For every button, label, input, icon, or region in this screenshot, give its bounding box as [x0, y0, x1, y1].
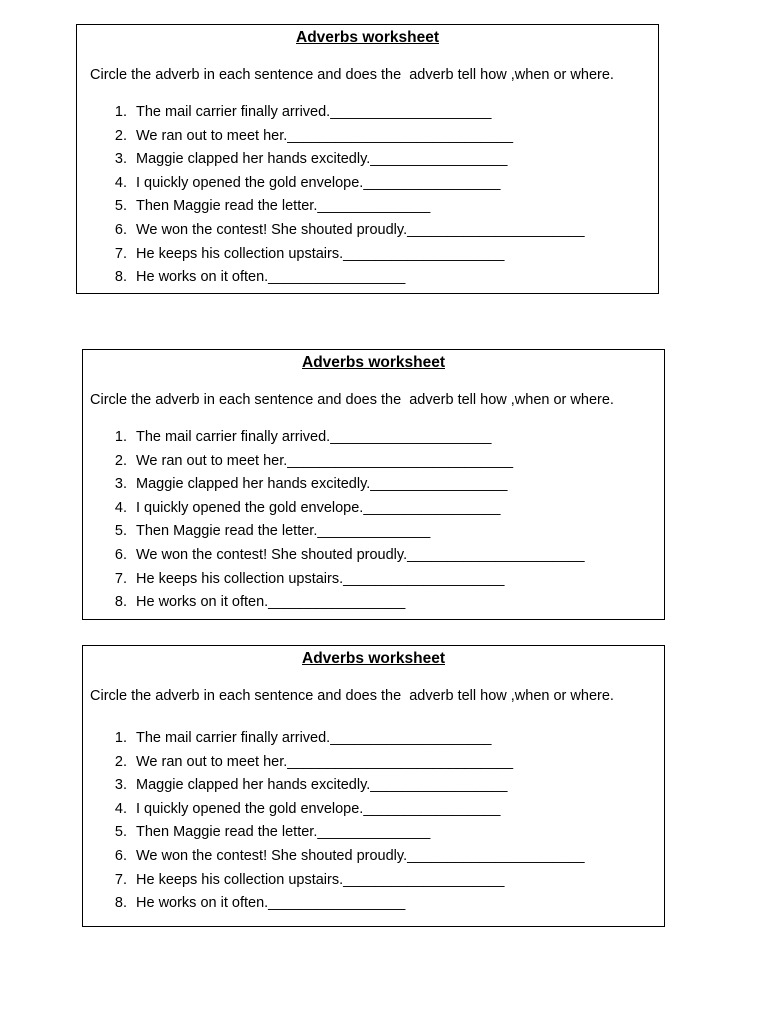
- item-text: He works on it often._________________: [136, 594, 406, 611]
- item-number: 3.: [114, 777, 127, 794]
- item-text: We ran out to meet her.____________________________: [136, 452, 514, 469]
- worksheet-3: [82, 645, 665, 927]
- worksheet-title: Adverbs worksheet: [296, 29, 439, 46]
- item-text: We ran out to meet her.____________________________: [136, 753, 514, 770]
- item-number: 4.: [114, 800, 127, 817]
- item-text: I quickly opened the gold envelope._________________: [136, 174, 501, 191]
- item-text: He keeps his collection upstairs.____________________: [136, 245, 505, 262]
- item-number: 1.: [114, 104, 127, 120]
- item-text: Then Maggie read the letter.______________: [136, 523, 431, 540]
- item-text: He works on it often._________________: [136, 895, 406, 912]
- item-number: 5.: [114, 198, 127, 215]
- item-number: 7.: [114, 245, 127, 262]
- worksheet-instruction: Circle the adverb in each sentence and does the adverb tell how ,when or where.: [90, 688, 614, 704]
- item-text: We ran out to meet her.____________________________: [136, 127, 514, 144]
- item-text: Then Maggie read the letter.______________: [136, 824, 431, 841]
- item-text: The mail carrier finally arrived.____________________: [136, 429, 492, 445]
- item-number: 6.: [114, 221, 127, 238]
- item-text: He works on it often._________________: [136, 269, 406, 286]
- item-text: We won the contest! She shouted proudly.______________________: [136, 546, 585, 563]
- item-number: 1.: [114, 730, 127, 746]
- worksheet-instruction: Circle the adverb in each sentence and does the adverb tell how ,when or where.: [90, 67, 614, 83]
- item-number: 3.: [114, 476, 127, 493]
- item-text: Then Maggie read the letter.______________: [136, 198, 431, 215]
- item-text: Maggie clapped her hands excitedly._________________: [136, 151, 508, 168]
- item-text: Maggie clapped her hands excitedly._________________: [136, 777, 508, 794]
- worksheet-instruction: Circle the adverb in each sentence and does the adverb tell how ,when or where.: [90, 392, 614, 408]
- item-number: 4.: [114, 174, 127, 191]
- item-number: 4.: [114, 499, 127, 516]
- item-text: The mail carrier finally arrived.____________________: [136, 104, 492, 120]
- worksheet-1: [76, 24, 659, 294]
- item-number: 3.: [114, 151, 127, 168]
- item-number: 6.: [114, 546, 127, 563]
- worksheet-title: Adverbs worksheet: [302, 354, 445, 371]
- item-number: 8.: [114, 269, 127, 286]
- item-text: I quickly opened the gold envelope._________________: [136, 499, 501, 516]
- item-text: I quickly opened the gold envelope._________________: [136, 800, 501, 817]
- item-number: 5.: [114, 824, 127, 841]
- item-text: He keeps his collection upstairs.____________________: [136, 871, 505, 888]
- item-number: 2.: [114, 753, 127, 770]
- item-number: 2.: [114, 127, 127, 144]
- item-text: We won the contest! She shouted proudly.______________________: [136, 221, 585, 238]
- item-text: Maggie clapped her hands excitedly._________________: [136, 476, 508, 493]
- item-text: He keeps his collection upstairs.____________________: [136, 570, 505, 587]
- worksheet-2: [82, 349, 665, 620]
- worksheet-title: Adverbs worksheet: [302, 650, 445, 667]
- item-number: 7.: [114, 871, 127, 888]
- item-number: 7.: [114, 570, 127, 587]
- item-text: The mail carrier finally arrived.____________________: [136, 730, 492, 746]
- item-number: 8.: [114, 895, 127, 912]
- item-number: 5.: [114, 523, 127, 540]
- item-text: We won the contest! She shouted proudly.______________________: [136, 847, 585, 864]
- item-number: 6.: [114, 847, 127, 864]
- item-number: 1.: [114, 429, 127, 445]
- item-number: 8.: [114, 594, 127, 611]
- item-number: 2.: [114, 452, 127, 469]
